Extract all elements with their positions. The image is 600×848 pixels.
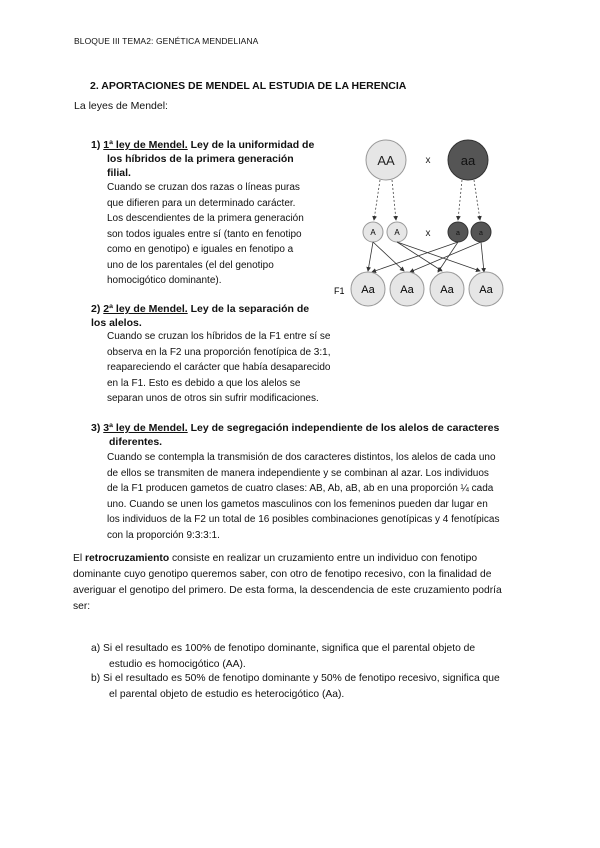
law3-body-line: los individuos de la F2 un total de 16 posibles combinaciones genotípicas y 4 fenotípicas [107, 514, 500, 525]
law2-body-line: separan unos de otros sin sufrir modificaciones. [107, 393, 319, 404]
law2-body-line: reapareciendo el carácter que había desaparecido [107, 362, 331, 373]
item-text: Si el resultado es 100% de fenotipo dominante, significa que el parental objeto de [103, 643, 476, 654]
law2-title-line1: Ley de la separación de [187, 303, 310, 315]
cross-symbol-parents: x [425, 155, 431, 166]
law3-title-line1: Ley de segregación independiente de los alelos de caracteres [187, 422, 500, 434]
law1-body-line: Cuando se cruzan dos razas o líneas puras [107, 182, 300, 193]
gamete-arrows [374, 180, 480, 220]
law1-name: 1ª ley de Mendel. [103, 139, 188, 151]
item-text: estudio es homocigótico (AA). [109, 658, 246, 670]
retro-paragraph [73, 551, 533, 615]
intro-text: La leyes de Mendel: [74, 100, 168, 112]
item-label: a) [91, 643, 101, 654]
law2-body-line: observa en la F2 una proporción fenotípica de 3:1, [107, 346, 331, 358]
law1-heading [91, 138, 314, 152]
section-title: 2. APORTACIONES DE MENDEL AL ESTUDIA DE LA HERENCIA [90, 80, 407, 92]
offspring-label: Aa [479, 284, 493, 296]
law3-body-line: de la F1 producen gametos de cuatro clases: AB, Ab, aB, ab en una proporción ¼ cada [107, 483, 494, 494]
law1-body-line: homocigótico dominante). [107, 275, 222, 286]
item-text: Si el resultado es 50% de fenotipo dominante y 50% de fenotipo recesivo, significa que [103, 673, 500, 684]
parent-recessive-label: aa [460, 153, 476, 168]
law3-body-line: uno. Cuando se unen los gametos masculinos con los femeninos pueden dar lugar en [107, 498, 488, 510]
law2-heading [91, 302, 309, 316]
law2-body [107, 329, 367, 407]
page-header: BLOQUE III TEMA2: GENÉTICA MENDELIANA [74, 36, 259, 46]
law3-body-line: con la proporción 9:3:3:1. [107, 529, 220, 541]
law2-number: 2) [91, 303, 101, 315]
gamete-recessive-label: a [479, 230, 483, 237]
offspring-label: Aa [440, 284, 454, 296]
law3-number: 3) [91, 422, 101, 434]
gamete-recessive-label: a [456, 230, 460, 237]
law2-name: 2ª ley de Mendel. [103, 303, 188, 315]
list-item-a [91, 641, 541, 672]
retro-line: ser: [73, 601, 91, 612]
law3-body-line: Cuando se contempla la transmisión de dos caracteres distintos, los alelos de cada uno [107, 452, 496, 463]
retro-term: retrocruzamiento [85, 553, 170, 564]
item-label: b) [91, 673, 101, 684]
law1-body-line: Los descendientes de la primera generación [107, 213, 304, 224]
law3-name: 3ª ley de Mendel. [103, 422, 188, 434]
law1-title-line1: Ley de la uniformidad de [187, 139, 315, 151]
law3-body [107, 450, 547, 543]
law2-title-line2: los alelos. [91, 317, 142, 329]
law1-title-line3: filial. [107, 167, 131, 179]
law1-body-line: que difieren para un determinado carácter. [107, 197, 296, 209]
offspring-label: Aa [361, 284, 375, 296]
list-item-b [91, 671, 541, 702]
item-text: el parental objeto de estudio es heterocigótico (Aa). [109, 688, 345, 700]
retro-line: El retrocruzamiento consiste en realizar un cruzamiento entre un individuo con fenotipo [73, 553, 478, 564]
law3-title-line2: diferentes. [109, 436, 163, 448]
law3-body-line: de ellos se transmiten de manera independiente y se combinan al azar. Los individuos [107, 467, 489, 479]
law1-body-line: son todos iguales entre sí (tanto en fenotipo [107, 228, 302, 240]
law2-body-line: Cuando se cruzan los híbridos de la F1 entre sí se [107, 331, 331, 342]
law1-number: 1) [91, 139, 101, 151]
gamete-dominant-label: A [394, 228, 400, 237]
gamete-dominant-label: A [370, 228, 376, 237]
f1-label: F1 [334, 286, 345, 296]
law1-body-line: como en genotipo) e iguales en fenotipo a [107, 244, 294, 255]
law3-heading [91, 421, 499, 435]
mendel-diagram [330, 138, 510, 308]
law1-body-line: uno de los parentales (el del genotipo [107, 259, 274, 271]
law1-title-line2: los híbridos de la primera generación [107, 153, 294, 165]
law1-body [107, 180, 337, 289]
offspring-arrows [368, 242, 484, 272]
retro-line: dominante cuyo genotipo queremos saber, con otro de fenotipo recesivo, con la finalidad de [73, 569, 492, 580]
law2-body-line: en la F1. Esto es debido a que los alelos se [107, 377, 301, 389]
cross-symbol-gametes: x [425, 228, 431, 239]
offspring-label: Aa [400, 284, 414, 296]
retro-line: averiguar el genotipo del primero. De esta forma, la descendencia de este cruzamiento podría [73, 585, 502, 596]
parent-dominant-label: AA [377, 153, 395, 168]
